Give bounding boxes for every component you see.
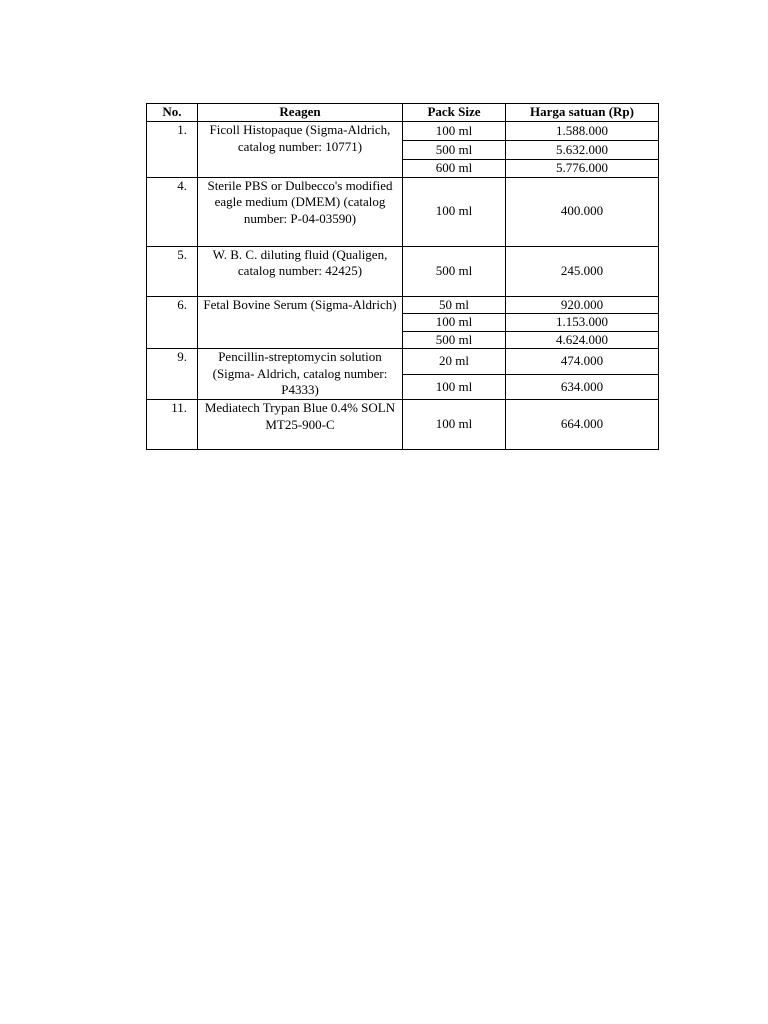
table-row [147,296,659,314]
pack-size-cell: 100 ml [403,122,506,141]
pack-size-cell: 500 ml [403,246,506,296]
pack-size-cell: 100 ml [403,400,506,450]
reagent-name: Fetal Bovine Serum (Sigma-Aldrich) [198,296,403,349]
reagent-price-table [146,103,659,450]
price-cell: 634.000 [506,375,659,400]
price-cell: 245.000 [506,246,659,296]
price-cell: 5.632.000 [506,141,659,160]
table-body [147,122,659,450]
pack-size-cell: 100 ml [403,314,506,332]
reagent-name: Ficoll Histopaque (Sigma-Aldrich, catalog number: 10771) [198,122,403,178]
item-number: 11. [147,400,198,450]
pack-size-cell: 50 ml [403,296,506,314]
item-number: 5. [147,246,198,296]
table-row [147,246,659,296]
reagent-name: Sterile PBS or Dulbecco's modified eagle medium (DMEM) (catalog number: P-04-03590) [198,177,403,246]
reagent-name: Mediatech Trypan Blue 0.4% SOLN MT25-900-C [198,400,403,450]
item-number: 6. [147,296,198,349]
header-no: No. [147,104,198,122]
reagent-name: Pencillin-streptomycin solution (Sigma- Aldrich, catalog number: P4333) [198,349,403,400]
table-row [147,122,659,141]
reagent-name: W. B. C. diluting fluid (Qualigen, catalog number: 42425) [198,246,403,296]
price-cell: 5.776.000 [506,160,659,178]
table-header-row [147,104,659,122]
header-pack-size: Pack Size [403,104,506,122]
table-row [147,400,659,450]
pack-size-cell: 100 ml [403,177,506,246]
price-cell: 4.624.000 [506,331,659,349]
price-cell: 664.000 [506,400,659,450]
price-cell: 1.588.000 [506,122,659,141]
price-cell: 400.000 [506,177,659,246]
pack-size-cell: 20 ml [403,349,506,375]
header-price: Harga satuan (Rp) [506,104,659,122]
price-cell: 474.000 [506,349,659,375]
table-row [147,349,659,375]
table-row [147,177,659,246]
item-number: 1. [147,122,198,178]
pack-size-cell: 600 ml [403,160,506,178]
price-cell: 1.153.000 [506,314,659,332]
price-cell: 920.000 [506,296,659,314]
pack-size-cell: 500 ml [403,331,506,349]
item-number: 9. [147,349,198,400]
pack-size-cell: 100 ml [403,375,506,400]
item-number: 4. [147,177,198,246]
header-reagen: Reagen [198,104,403,122]
pack-size-cell: 500 ml [403,141,506,160]
